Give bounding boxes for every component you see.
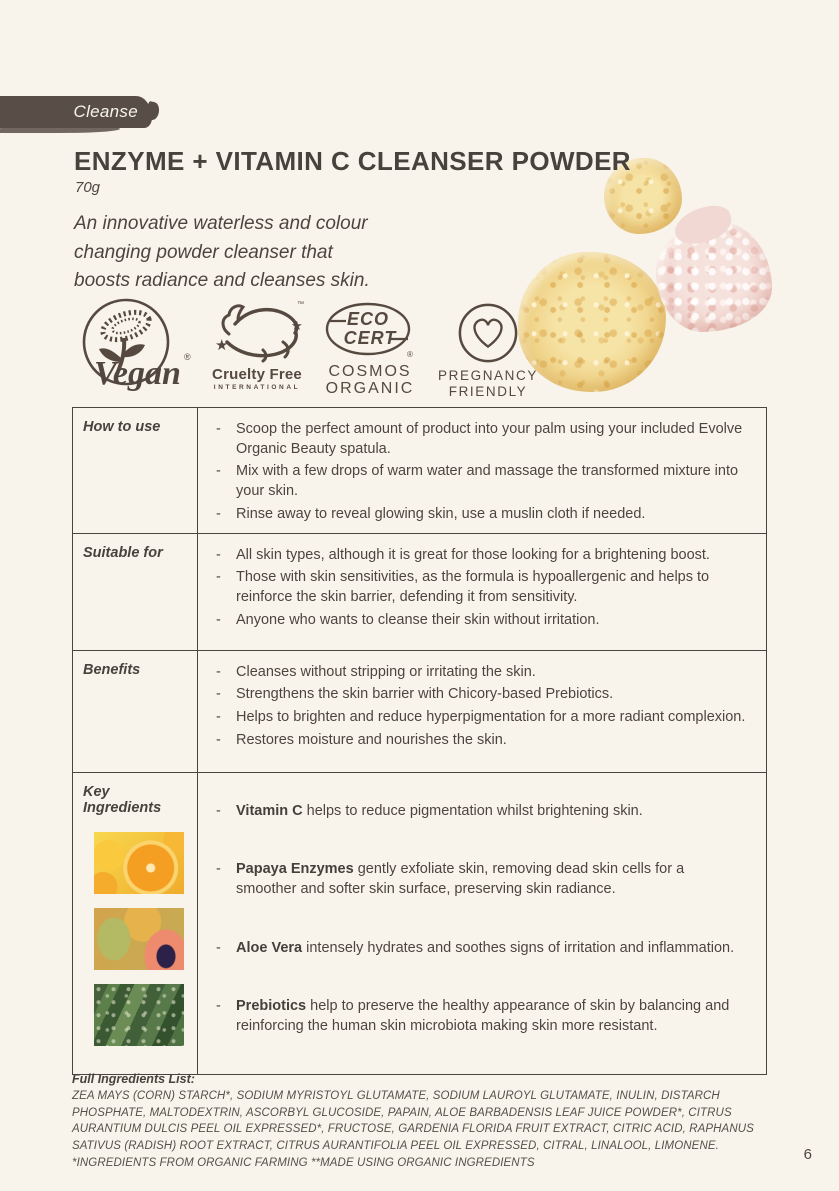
oranges-image (94, 832, 184, 894)
key-ingredients-bullets (213, 802, 748, 1037)
product-weight: 70g (75, 179, 101, 196)
svg-text:Vegan: Vegan (94, 355, 181, 392)
bullet-item: - All skin types, although it is great for those looking for a brightening boost. (213, 546, 748, 566)
svg-text:CERT: CERT (343, 328, 397, 348)
pregnancy-friendly-logo (432, 302, 544, 399)
vegan-sunflower-icon (70, 296, 196, 396)
page-title: ENZYME + VITAMIN C CLEANSER POWDER (74, 146, 631, 176)
row-label: Key Ingredients (83, 783, 162, 816)
how-to-use-bullets (213, 420, 748, 525)
table-row-key-ingredients (73, 772, 766, 1074)
bullet-item: - Aloe Vera intensely hydrates and soothes signs of irritation and inflammation. (213, 939, 748, 959)
category-badge (0, 96, 152, 128)
key-ingredient-images (83, 832, 191, 1046)
svg-text:★: ★ (215, 337, 229, 354)
row-label: Suitable for (73, 534, 198, 650)
product-powder-pile-pink (656, 222, 772, 332)
bullet-item: - Those with skin sensitivities, as the formula is hypoallergenic and helps to reinforce the skin barrier, defending it from sensitivity. (213, 568, 748, 607)
bullet-item: - Rinse away to reveal glowing skin, use a muslin cloth if needed. (213, 505, 748, 525)
cruelty-free-label: Cruelty Free (212, 366, 302, 383)
bullet-item: - Mix with a few drops of warm water and massage the transformed mixture into your skin. (213, 462, 748, 501)
row-label: Benefits (73, 651, 198, 772)
heart-circle-icon (457, 302, 519, 364)
svg-text:★: ★ (291, 318, 303, 333)
bullet-item: - Strengthens the skin barrier with Chicory-based Prebiotics. (213, 685, 748, 705)
category-badge-label: Cleanse (73, 102, 138, 121)
bullet-item: - Helps to brighten and reduce hyperpigmentation for a more radiant complexion. (213, 708, 748, 728)
ecocert-logo (320, 302, 420, 398)
aloe-vera-image (94, 984, 184, 1046)
bullet-item: - Cleanses without stripping or irritating the skin. (213, 663, 748, 683)
full-ingredients-text: ZEA MAYS (CORN) STARCH*, SODIUM MYRISTOYL GLUTAMATE, SODIUM LAUROYL GLUTAMATE, INULIN, DISTARCH PHOSPHATE, MALTODEXTRIN, ASCORBYL GLUCOSIDE, PAPAIN, ALOE BARBADENSIS LEAF JUICE POWDER*, CITRUS AURANTIUM DULCIS PEEL OIL EXPRESSED*, FRUCTOSE, GARDENIA FLORIDA FRUIT EXTRACT, CITRIC ACID, RAPHANUS SATIVUS (RADISH) ROOT EXTRACT, CITRUS AURANTIFOLIA PEEL OIL EXPRESSED, CITRAL, LINALOOL, LIMONENE. *INGREDIENTS FROM ORGANIC FARMING **MADE USING ORGANIC INGREDIENTS (72, 1090, 754, 1169)
suitable-for-bullets (213, 546, 748, 631)
bullet-item: - Prebiotics help to preserve the healthy appearance of skin by balancing and reinforcing the human skin microbiota making skin more resistant. (213, 997, 748, 1036)
bullet-item: - Anyone who wants to cleanse their skin without irritation. (213, 611, 748, 631)
table-row-benefits (73, 650, 766, 772)
product-info-table (72, 407, 767, 1075)
ecocert-oval-icon (324, 302, 416, 360)
certification-logos (70, 296, 540, 400)
bullet-item: - Papaya Enzymes gently exfoliate skin, removing dead skin cells for a smoother and softer skin surface, preserving skin radiance. (213, 860, 748, 899)
papaya-image (94, 908, 184, 970)
row-label: How to use (73, 408, 198, 533)
svg-text:®: ® (184, 352, 191, 362)
cruelty-free-sublabel: INTERNATIONAL (213, 384, 301, 391)
benefits-bullets (213, 663, 748, 751)
friendly-label: FRIENDLY (448, 383, 528, 399)
svg-text:®: ® (407, 350, 413, 359)
svg-text:™: ™ (297, 301, 304, 308)
leaping-bunny-icon (207, 298, 307, 364)
full-ingredients-section (72, 1072, 774, 1171)
product-description: An innovative waterless and colour changing powder cleanser that boosts radiance and cleanses skin. (74, 213, 370, 291)
pregnancy-label: PREGNANCY (438, 368, 538, 383)
cruelty-free-logo (204, 298, 310, 391)
table-row-how-to-use (73, 408, 766, 533)
cosmos-label: COSMOS (328, 363, 412, 380)
bullet-item: - Vitamin C helps to reduce pigmentation whilst brightening skin. (213, 802, 748, 822)
bullet-item: - Restores moisture and nourishes the skin. (213, 731, 748, 751)
organic-label: ORGANIC (325, 379, 415, 397)
page-number: 6 (803, 1146, 812, 1163)
svg-text:ECO: ECO (346, 309, 390, 329)
bullet-item: - Scoop the perfect amount of product into your palm using your included Evolve Organic Beauty spatula. (213, 420, 748, 459)
vegan-logo (70, 296, 196, 396)
table-row-suitable-for (73, 533, 766, 650)
full-ingredients-label: Full Ingredients List: (72, 1072, 195, 1086)
